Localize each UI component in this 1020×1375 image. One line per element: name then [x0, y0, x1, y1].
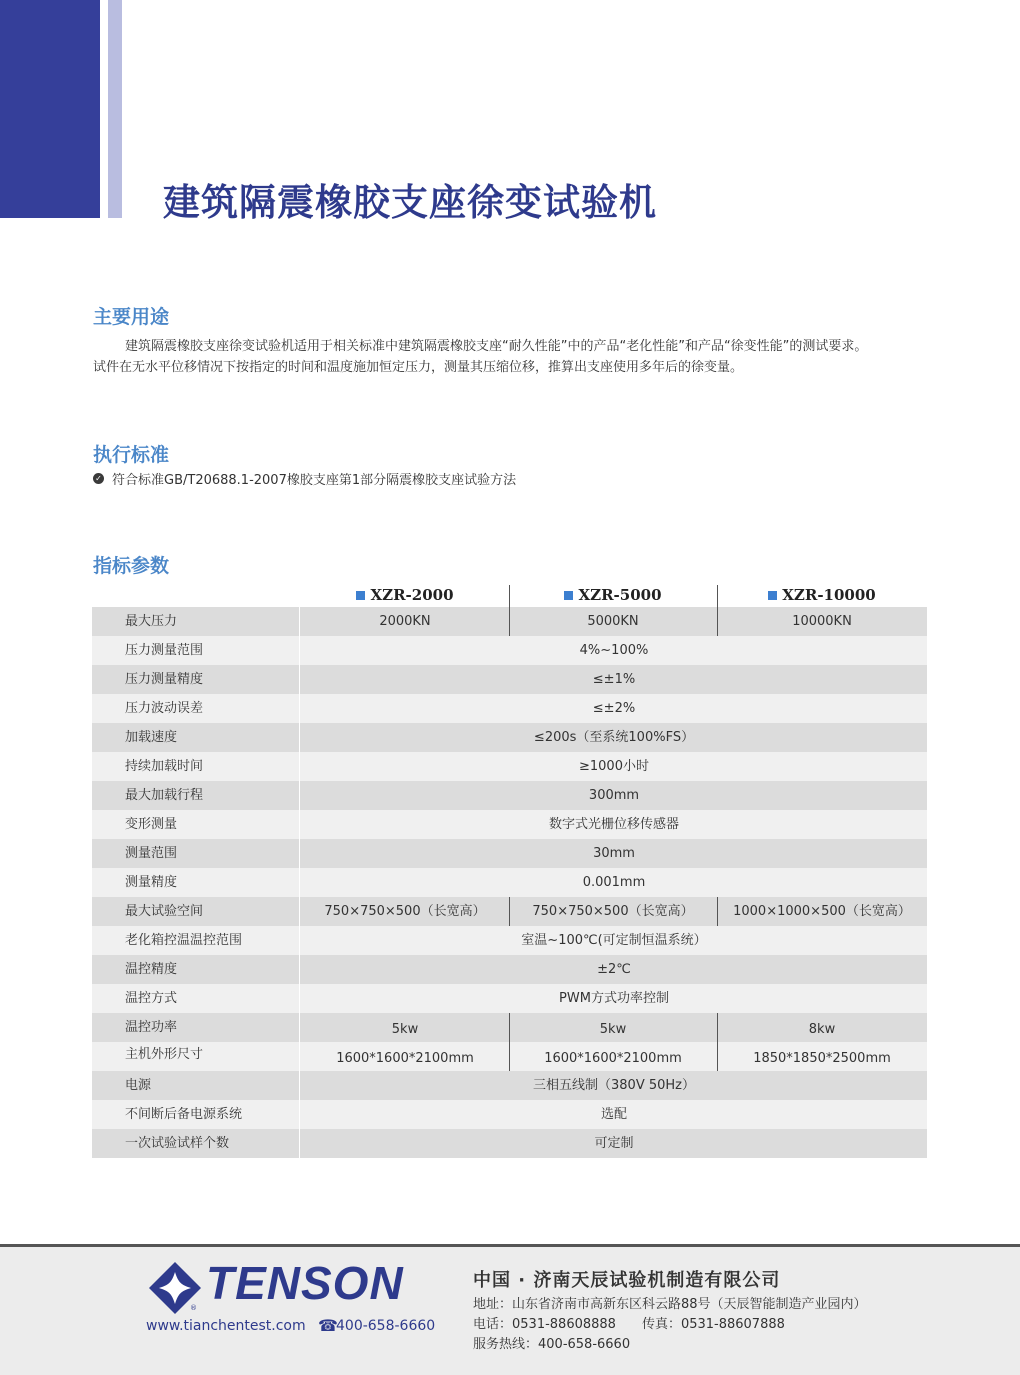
phone-icon: ☎ — [318, 1316, 338, 1335]
table-row: 测量范围 30mm — [92, 839, 927, 868]
table-row: 温控精度 ±2℃ — [92, 955, 927, 984]
table-row: 主机外形尺寸 1600*1600*2100mm 1600*1600*2100mm 1850*1850*2500mm — [92, 1042, 927, 1071]
section-heading-params: 指标参数 — [93, 555, 170, 577]
table-row: 加载速度 ≤200s（至系统100%FS） — [92, 723, 927, 752]
square-bullet-icon — [768, 591, 777, 600]
company-name: 中国 · 济南天辰试验机制造有限公司 — [473, 1270, 781, 1291]
decor-bar-light — [108, 0, 122, 218]
usage-paragraph — [93, 336, 933, 378]
table-row: 温控功率 5kw 5kw 8kw — [92, 1013, 927, 1042]
table-row: 老化箱控温温控范围 室温~100℃(可定制恒温系统） — [92, 926, 927, 955]
section-heading-usage: 主要用途 — [93, 306, 170, 328]
table-row: 温控方式 PWM方式功率控制 — [92, 984, 927, 1013]
standard-text: 符合标准GB/T20688.1-2007橡胶支座第1部分隔震橡胶支座试验方法 — [112, 473, 517, 488]
usage-line-2: 试件在无水平位移情况下按指定的时间和温度施加恒定压力，测量其压缩位移，推算出支座使用多年后的徐变量。 — [93, 360, 744, 375]
model-header-3: XZR-10000 — [717, 583, 927, 607]
company-hotline: 服务热线：400-658-6660 — [473, 1337, 631, 1352]
model-header-2: XZR-5000 — [509, 583, 717, 607]
table-header — [92, 583, 927, 607]
page-title: 建筑隔震橡胶支座徐变试验机 — [163, 181, 657, 224]
logo-text: TENSON — [206, 1257, 404, 1309]
table-row: 压力测量精度 ≤±1% — [92, 665, 927, 694]
table-row: 压力波动误差 ≤±2% — [92, 694, 927, 723]
table-row: 测量精度 0.001mm — [92, 868, 927, 897]
check-icon: ✓ — [93, 473, 104, 484]
header-divider — [717, 585, 718, 607]
model-header-1: XZR-2000 — [301, 583, 509, 607]
decor-bar-dark — [0, 0, 100, 218]
usage-line-1: 建筑隔震橡胶支座徐变试验机适用于相关标准中建筑隔震橡胶支座“耐久性能”中的产品“老化性能”和产品“徐变性能”的测试要求。 — [125, 339, 868, 354]
table-row: 压力测量范围 4%~100% — [92, 636, 927, 665]
standard-item — [93, 469, 516, 488]
table-row: 电源 三相五线制（380V 50Hz） — [92, 1071, 927, 1100]
website-link[interactable]: www.tianchentest.com — [146, 1318, 306, 1334]
table-row: 变形测量 数字式光栅位移传感器 — [92, 810, 927, 839]
section-heading-standard: 执行标准 — [93, 444, 170, 466]
spec-table — [92, 583, 927, 1158]
phone-number: 400-658-6660 — [336, 1318, 436, 1334]
table-row: 最大加载行程 300mm — [92, 781, 927, 810]
header-divider — [509, 585, 510, 607]
table-row: 不间断后备电源系统 选配 — [92, 1100, 927, 1129]
company-tel-fax: 电话：0531-88608888 传真：0531-88607888 — [473, 1317, 785, 1332]
registered-mark: ® — [190, 1304, 197, 1312]
company-address: 地址：山东省济南市高新东区科云路88号（天辰智能制造产业园内） — [473, 1297, 867, 1312]
square-bullet-icon — [356, 591, 365, 600]
table-row: 最大压力 2000KN 5000KN 10000KN — [92, 607, 927, 636]
table-row: 持续加载时间 ≥1000小时 — [92, 752, 927, 781]
table-row: 一次试验试样个数 可定制 — [92, 1129, 927, 1158]
table-row: 最大试验空间 750×750×500（长宽高） 750×750×500（长宽高） 1000×1000×500（长宽高） — [92, 897, 927, 926]
square-bullet-icon — [564, 591, 573, 600]
